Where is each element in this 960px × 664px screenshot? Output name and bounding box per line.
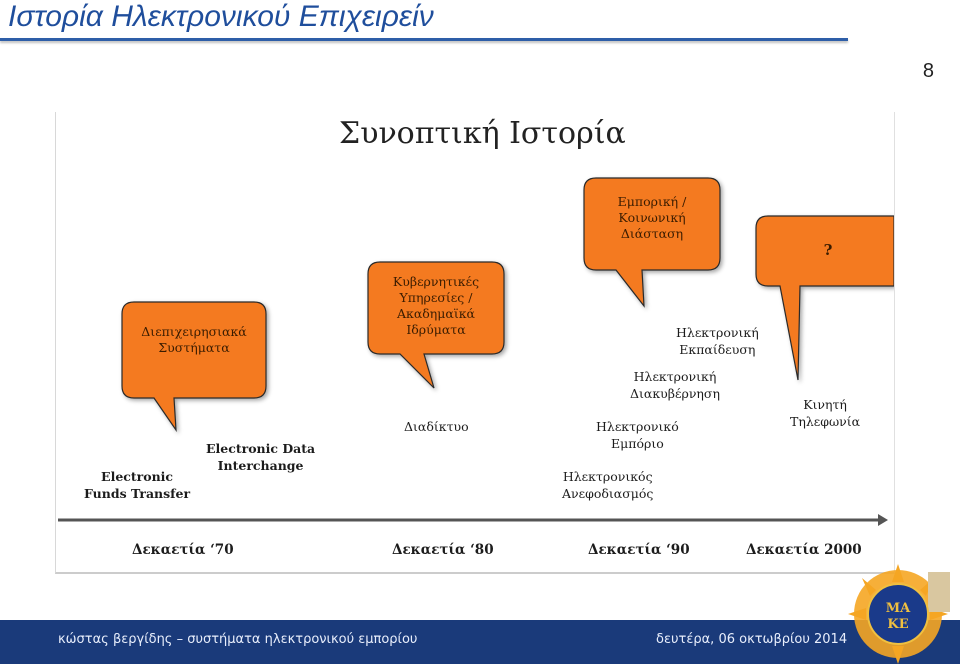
- bubble-line: Κυβερνητικές: [392, 274, 480, 289]
- label-internet: [404, 418, 469, 435]
- logo-lettering: ΚΕ: [887, 617, 909, 632]
- bubble-line: Συστήματα: [158, 340, 230, 355]
- label-line: Εκπαίδευση: [679, 342, 756, 357]
- bubble-line: Διεπιχειρησιακά: [141, 324, 247, 339]
- bubble-line: Κοινωνική: [618, 210, 686, 225]
- bubble-line: Εμπορική /: [617, 194, 687, 209]
- label-line: Ηλεκτρονική: [633, 369, 717, 384]
- footer-author: κώστας βεργίδης – συστήματα ηλεκτρονικού εμπορίου: [58, 632, 418, 647]
- timeline-arrowhead: [878, 514, 888, 526]
- label-mobile: [790, 396, 860, 430]
- bubble-line: Διάσταση: [620, 226, 684, 241]
- label-line: Ηλεκτρονικός: [562, 469, 653, 484]
- label-edi: [206, 440, 315, 474]
- decade-90s: Δεκαετία ‘90: [588, 542, 690, 558]
- university-logo: [842, 562, 952, 664]
- timeline-figure: [55, 112, 895, 574]
- decade-80s: Δεκαετία ‘80: [392, 542, 494, 558]
- page-number: 8: [922, 60, 934, 82]
- label-line: Funds Transfer: [84, 486, 191, 501]
- bubble-text-commercial: [584, 194, 720, 242]
- footer-date: δευτέρα, 06 οκτωβρίου 2014: [656, 632, 848, 647]
- label-e-learning: [676, 324, 759, 358]
- label-line: Electronic: [101, 469, 174, 484]
- label-line: Interchange: [217, 458, 304, 473]
- decade-70s: Δεκαετία ‘70: [132, 542, 234, 558]
- label-line: Διακυβέρνηση: [630, 386, 720, 401]
- label-e-government: [630, 368, 720, 402]
- label-line: Εμπόριο: [610, 436, 664, 451]
- logo-lettering: ΜΑ: [885, 601, 911, 616]
- bubble-text-gov: [368, 274, 504, 338]
- label-line: Electronic Data: [206, 441, 316, 456]
- bubble-line: Υπηρεσίες /: [399, 290, 473, 305]
- bubble-line: Ακαδημαϊκά: [396, 306, 475, 321]
- speech-bubble-b2b: [122, 302, 266, 430]
- figure-title: Συνοπτική Ιστορία: [339, 116, 626, 151]
- label-e-procurement: [562, 468, 653, 502]
- decade-2000s: Δεκαετία 2000: [746, 542, 862, 558]
- bubble-line: ?: [823, 241, 833, 259]
- label-line: Ηλεκτρονικό: [596, 419, 679, 434]
- bubble-text-future: [814, 242, 842, 258]
- bubble-text-b2b: [122, 324, 266, 356]
- label-line: Τηλεφωνία: [790, 414, 861, 429]
- tower-icon: [928, 572, 950, 612]
- slide-title: Ιστορία Ηλεκτρονικού Επιχειρείν: [8, 0, 434, 33]
- label-e-commerce: [596, 418, 679, 452]
- label-eft: [84, 468, 190, 502]
- label-line: Κινητή: [803, 397, 847, 412]
- label-line: Ανεφοδιασμός: [562, 486, 654, 501]
- label-line: Διαδίκτυο: [404, 419, 469, 434]
- title-divider: [0, 38, 848, 41]
- bubble-line: Ιδρύματα: [406, 322, 466, 337]
- label-line: Ηλεκτρονική: [676, 325, 759, 340]
